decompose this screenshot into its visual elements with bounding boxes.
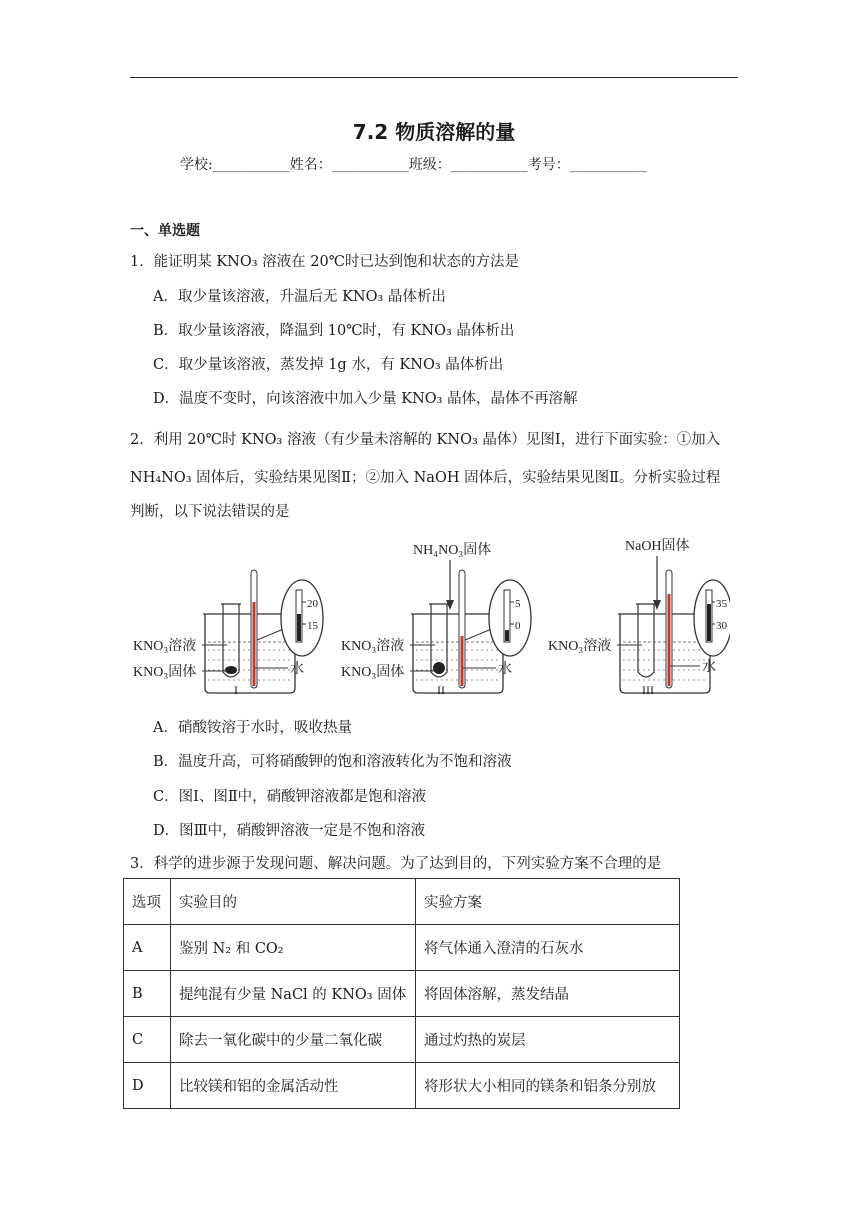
- row-b-plan: 将固体溶解，蒸发结晶: [416, 971, 680, 1017]
- panel-2-solid-label: KNO₃固体: [341, 665, 405, 680]
- q1-option-b: B．取少量该溶液，降温到 10℃时，有 KNO₃ 晶体析出: [153, 323, 515, 339]
- row-c-plan: 通过灼热的炭层: [416, 1017, 680, 1063]
- q1-option-d: D．温度不变时，向该溶液中加入少量 KNO₃ 晶体，晶体不再溶解: [153, 391, 578, 407]
- header-rule: [130, 77, 738, 78]
- panel-3-solution-label: KNO₃溶液: [548, 639, 612, 654]
- panel-1-scale-high: 20: [307, 598, 318, 610]
- panel-2-water-label: 水: [498, 662, 512, 677]
- panel-2-numeral: II: [437, 683, 445, 697]
- q2-option-a: A．硝酸铵溶于水时，吸收热量: [153, 720, 352, 736]
- row-d-option: D: [124, 1063, 171, 1109]
- panel-2-reagent-label: NH₄NO₃固体: [413, 543, 492, 558]
- panel-3-scale-high: 35: [716, 598, 727, 610]
- table-row: [124, 1063, 680, 1109]
- q2-stem-line-2: NH₄NO₃ 固体后，实验结果见图Ⅱ；②加入 NaOH 固体后，实验结果见图Ⅱ。分析实验过程: [130, 470, 721, 486]
- q3-stem: 3．科学的进步源于发现问题、解决问题。为了达到目的，下列实验方案不合理的是: [130, 856, 662, 872]
- table-row: [124, 925, 680, 971]
- panel-1-solid-label: KNO₃固体: [133, 665, 197, 680]
- panel-3-water-label: 水: [702, 660, 716, 675]
- row-c-purpose: 除去一氧化碳中的少量二氧化碳: [171, 1017, 416, 1063]
- panel-2-scale-low: 0: [515, 620, 521, 632]
- table-row: [124, 971, 680, 1017]
- row-a-purpose: 鉴别 N₂ 和 CO₂: [171, 925, 416, 971]
- row-b-option: B: [124, 971, 171, 1017]
- panel-3: [548, 537, 730, 697]
- table-header-row: [124, 879, 680, 925]
- row-d-purpose: 比较镁和铝的金属活动性: [171, 1063, 416, 1109]
- q2-option-b: B．温度升高，可将硝酸钾的饱和溶液转化为不饱和溶液: [153, 754, 512, 770]
- panel-1-scale-low: 15: [307, 620, 318, 632]
- q2-option-d: D．图Ⅲ中，硝酸钾溶液一定是不饱和溶液: [153, 823, 426, 839]
- header-plan: 实验方案: [416, 879, 680, 925]
- row-a-plan: 将气体通入澄清的石灰水: [416, 925, 680, 971]
- page-title: 7.2 物质溶解的量: [352, 120, 516, 144]
- panel-2: [341, 541, 531, 697]
- q2-option-c: C．图Ⅰ、图Ⅱ中，硝酸钾溶液都是饱和溶液: [153, 789, 427, 805]
- panel-1: [133, 570, 323, 697]
- q2-stem-line-1: 2．利用 20℃时 KNO₃ 溶液（有少量未溶解的 KNO₃ 晶体）见图Ⅰ，进行下面实验：①加入: [130, 432, 721, 448]
- panel-3-reagent-label: NaOH固体: [625, 539, 690, 554]
- panel-2-scale-high: 5: [515, 598, 521, 610]
- experiment-figure: [130, 532, 730, 704]
- row-a-option: A: [124, 925, 171, 971]
- header-purpose: 实验目的: [171, 879, 416, 925]
- panel-1-water-label: 水: [290, 662, 304, 677]
- panel-1-solution-label: KNO₃溶液: [133, 639, 197, 654]
- q1-stem: 1．能证明某 KNO₃ 溶液在 20℃时已达到饱和状态的方法是: [130, 254, 519, 270]
- row-d-plan: 将形状大小相同的镁条和铝条分别放: [416, 1063, 680, 1109]
- student-info-line: 学校:___________姓名：___________班级：___________考号：___________: [180, 157, 647, 173]
- q2-stem-line-3: 判断，以下说法错误的是: [130, 504, 290, 520]
- panel-1-numeral: I: [234, 683, 238, 697]
- header-option: 选项: [124, 879, 171, 925]
- row-b-purpose: 提纯混有少量 NaCl 的 KNO₃ 固体: [171, 971, 416, 1017]
- panel-3-numeral: III: [642, 683, 654, 697]
- q1-option-a: A．取少量该溶液，升温后无 KNO₃ 晶体析出: [153, 289, 446, 305]
- panel-3-scale-low: 30: [716, 620, 727, 632]
- table-row: [124, 1017, 680, 1063]
- row-c-option: C: [124, 1017, 171, 1063]
- section-heading: 一、单选题: [130, 223, 200, 239]
- panel-2-solution-label: KNO₃溶液: [341, 639, 405, 654]
- q1-option-c: C．取少量该溶液，蒸发掉 1g 水，有 KNO₃ 晶体析出: [153, 357, 504, 373]
- q3-table: [123, 878, 680, 1109]
